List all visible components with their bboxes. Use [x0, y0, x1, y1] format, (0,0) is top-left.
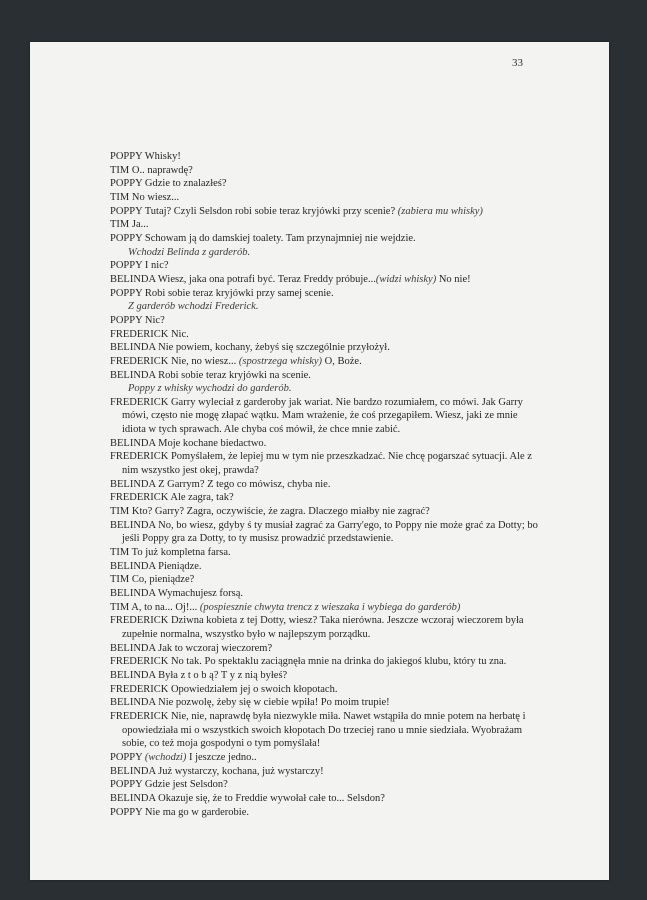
stage-direction — [110, 300, 540, 314]
line-text: FREDERICK No tak. Po spektaklu zaciągnęła mnie na drinka do jakiegoś klubu, który tu zna. — [110, 656, 507, 668]
stage-note: (wchodzi) — [144, 751, 187, 763]
line-text-after: No nie! — [436, 273, 471, 285]
line-text: POPPY Robi sobie teraz kryjówki przy samej scenie. — [110, 287, 334, 299]
stage-note: (widzi whisky) — [375, 273, 437, 285]
line-text: POPPY Nic? — [110, 314, 165, 326]
line-text: TIM Kto? Garry? Zagra, oczywiście, że zagra. Dlaczego miałby nie zagrać? — [110, 506, 430, 518]
script-body — [110, 150, 540, 819]
dialogue-line — [110, 573, 540, 587]
dialogue-line — [110, 177, 540, 191]
dialogue-line — [110, 710, 540, 751]
page-number: 33 — [512, 57, 523, 69]
dialogue-line — [110, 696, 540, 710]
line-text-after: O, Boże. — [322, 355, 362, 367]
line-text: TIM No wiesz... — [110, 191, 180, 203]
line-text: Wchodzi Belinda z garderób. — [128, 246, 251, 258]
line-text: BELINDA Wiesz, jaka ona potrafi być. Teraz Freddy próbuje... — [110, 273, 376, 285]
dialogue-line — [110, 505, 540, 519]
line-text: BELINDA Była z t o b ą? T y z nią byłeś? — [110, 669, 288, 681]
dialogue-line — [110, 341, 540, 355]
line-text: FREDERICK Dziwna kobieta z tej Dotty, wiesz? Taka nierówna. Jeszcze wczoraj wieczorem była zupełnie normalna, wszystko było w najlepszym porządku. — [110, 615, 524, 640]
line-text: BELINDA Okazuje się, że to Freddie wywołał całe to... Selsdon? — [110, 792, 385, 804]
dialogue-line — [110, 587, 540, 601]
dialogue-line — [110, 669, 540, 683]
dialogue-line — [110, 792, 540, 806]
line-text: BELINDA Nie powiem, kochany, żebyś się szczególnie przyłożył. — [110, 342, 390, 354]
dialogue-line — [110, 328, 540, 342]
line-text: TIM Co, pieniądze? — [110, 574, 195, 586]
line-text: FREDERICK Nie, nie, naprawdę była niezwykle miła. Nawet wstąpiła do mnie potem na herbatę i opowiedziała mi o wszystkich swoich kłopotach Do trzeciej rano u mnie siedziała. Wyobrażam sobie, co też moja gospodyni o tym pomyślała! — [110, 710, 526, 750]
line-text: POPPY Schowam ją do damskiej toalety. Tam przynajmniej nie wejdzie. — [110, 232, 416, 244]
line-text: BELINDA Pieniądze. — [110, 560, 202, 572]
line-text: FREDERICK Nie, no wiesz... — [110, 355, 239, 367]
line-text: BELINDA Nie pozwolę, żeby się w ciebie wpiła! Po moim trupie! — [110, 697, 390, 709]
stage-note: (zabiera mu whisky) — [397, 205, 483, 217]
line-text: BELINDA Jak to wczoraj wieczorem? — [110, 642, 273, 654]
dialogue-line — [110, 614, 540, 641]
line-text: TIM A, to na... Oj!... — [110, 601, 200, 613]
dialogue-line — [110, 601, 540, 615]
dialogue-line — [110, 369, 540, 383]
line-text: TIM O.. naprawdę? — [110, 164, 193, 176]
line-text: BELINDA Wymachujesz forsą. — [110, 588, 244, 599]
stage-note: (pospiesznie chwyta trencz z wieszaka i wybiega do garderób) — [199, 601, 461, 613]
dialogue-line — [110, 259, 540, 273]
dialogue-line — [110, 751, 540, 765]
dialogue-line — [110, 205, 540, 219]
line-text-after: I jeszcze jedno.. — [186, 751, 257, 763]
line-text: FREDERICK Ale zagra, tak? — [110, 492, 234, 504]
dialogue-line — [110, 437, 540, 451]
line-text: Z garderób wchodzi Frederick. — [128, 301, 259, 313]
dialogue-line — [110, 546, 540, 560]
dialogue-line — [110, 478, 540, 492]
line-text: BELINDA Z Garrym? Z tego co mówisz, chyba nie. — [110, 478, 331, 490]
line-text: Poppy z whisky wychodzi do garderób. — [128, 383, 292, 395]
dialogue-line — [110, 287, 540, 301]
dialogue-line — [110, 683, 540, 697]
dialogue-line — [110, 218, 540, 232]
dialogue-line — [110, 191, 540, 205]
stage-note: (spostrzega whisky) — [238, 355, 323, 367]
line-text: TIM Ja... — [110, 219, 149, 231]
line-text: TIM To już kompletna farsa. — [110, 547, 231, 559]
dialogue-line — [110, 642, 540, 656]
dialogue-line — [110, 519, 540, 546]
dialogue-line — [110, 273, 540, 287]
line-text: FREDERICK Garry wyleciał z garderoby jak wariat. Nie bardzo rozumiałem, co mówi. Jak Garry mówi, często nie mogę złapać wątku. Mam wrażenie, że coś przegapiłem. Wiesz, jaki ze mnie idiota w tych sprawach. Ale chyba coś mówił, że chce mnie zabić. — [110, 396, 523, 436]
dialogue-line — [110, 655, 540, 669]
line-text: POPPY Tutaj? Czyli Selsdon robi sobie teraz kryjówki przy scenie? — [110, 205, 398, 217]
dialogue-line — [110, 778, 540, 792]
dialogue-line — [110, 560, 540, 574]
dialogue-line — [110, 450, 540, 477]
dialogue-line — [110, 765, 540, 779]
dialogue-line — [110, 232, 540, 246]
line-text: POPPY Whisky! — [110, 151, 181, 162]
line-text: POPPY Gdzie to znalazłeś? — [110, 178, 227, 190]
line-text: BELINDA No, bo wiesz, gdyby ś ty musiał zagrać za Garry'ego, to Poppy nie może grać za Dotty; bo jeśli Poppy gra za Dotty, to ty musisz prowadzić przedstawienie. — [110, 519, 538, 545]
line-text: BELINDA Już wystarczy, kochana, już wystarczy! — [110, 765, 324, 777]
line-text: FREDERICK Opowiedziałem jej o swoich kłopotach. — [110, 683, 338, 695]
dialogue-line — [110, 314, 540, 328]
line-text: POPPY I nic? — [110, 260, 169, 272]
line-text: FREDERICK Pomyślałem, że lepiej mu w tym nie przeszkadzać. Nie chcę pogarszać sytuacji. Ale z nim wszystko jest okej, prawda? — [110, 451, 532, 477]
line-text: FREDERICK Nic. — [110, 328, 189, 340]
line-text: BELINDA Robi sobie teraz kryjówki na scenie. — [110, 369, 311, 381]
dialogue-line — [110, 355, 540, 369]
dialogue-line — [110, 806, 540, 820]
line-text: BELINDA Moje kochane biedactwo. — [110, 437, 267, 449]
line-text: POPPY Nie ma go w garderobie. — [110, 806, 250, 818]
line-text: POPPY — [110, 751, 145, 763]
stage-direction — [110, 382, 540, 396]
line-text: POPPY Gdzie jest Selsdon? — [110, 779, 228, 791]
dialogue-line — [110, 396, 540, 437]
stage-direction — [110, 246, 540, 260]
dialogue-line — [110, 491, 540, 505]
dialogue-line — [110, 150, 540, 164]
dialogue-line — [110, 164, 540, 178]
